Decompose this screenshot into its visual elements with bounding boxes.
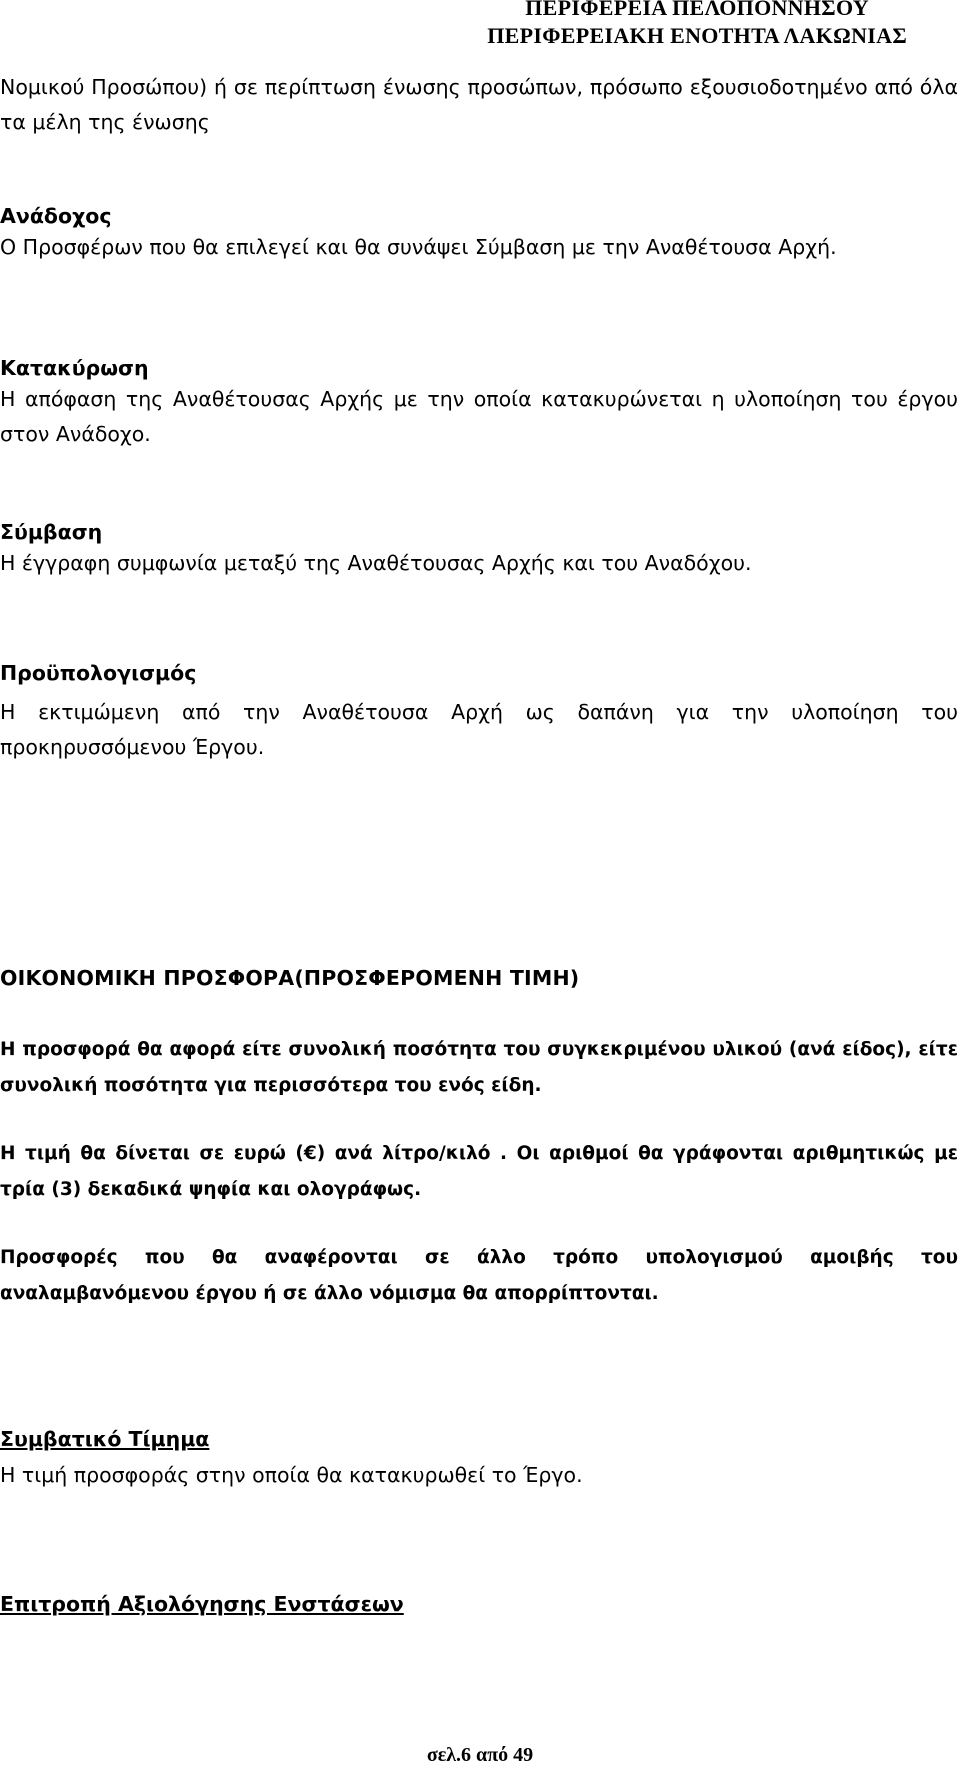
definition-text: Ο Προσφέρων που θα επιλεγεί και θα συνάψει Σύμβαση με την Αναθέτουσα Αρχή. xyxy=(0,235,837,259)
definition-budget xyxy=(0,659,958,765)
offer-paragraph: Προσφορές που θα αναφέρονται σε άλλο τρόπο υπολογισμού αμοιβής του αναλαμβανόμενου έργου ή σε άλλο νόμισμα θα απορρίπτονται. xyxy=(0,1247,958,1304)
definition-term: Επιτροπή Αξιολόγησης Ενστάσεων xyxy=(0,1592,404,1616)
definition-text: Η τιμή προσφοράς στην οποία θα κατακυρωθεί το Έργο. xyxy=(0,1463,583,1487)
definition-term: Συμβατικό Τίμημα xyxy=(0,1427,210,1451)
definition-text: Η εκτιμώμενη από την Αναθέτουσα Αρχή ως δαπάνη για την υλοποίηση του προκηρυσσόμενου Έργου. xyxy=(0,700,958,759)
page-header xyxy=(487,0,907,50)
definition-term: Ανάδοχος xyxy=(0,204,112,228)
definition-text: Η έγγραφη συμφωνία μεταξύ της Αναθέτουσας Αρχής και του Αναδόχου. xyxy=(0,551,752,575)
page-number: σελ.6 από 49 xyxy=(426,1744,534,1765)
definition-term: Προϋπολογισμός xyxy=(0,661,197,685)
definition-term: Κατακύρωση xyxy=(0,356,149,380)
header-regional-unit: ΠΕΡΙΦΕΡΕΙΑΚΗ ΕΝΟΤΗΤΑ ΛΑΚΩΝΙΑΣ xyxy=(487,23,907,48)
intro-paragraph: Νομικού Προσώπου) ή σε περίπτωση ένωσης προσώπων, πρόσωπο εξουσιοδοτημένο από όλα τα μέλη της ένωσης xyxy=(0,75,958,134)
definition-contract xyxy=(0,518,958,581)
definition-contractor xyxy=(0,202,958,265)
definition-contract-price xyxy=(0,1425,958,1493)
definition-committee xyxy=(0,1590,958,1618)
definition-term: Σύμβαση xyxy=(0,520,103,544)
offer-paragraph: Η προσφορά θα αφορά είτε συνολική ποσότητα του συγκεκριμένου υλικού (ανά είδος), είτε συνολική ποσότητα για περισσότερα του ενός είδη. xyxy=(0,1039,958,1096)
offer-paragraph: Η τιμή θα δίνεται σε ευρώ (€) ανά λίτρο/κιλό . Οι αριθμοί θα γράφονται αριθμητικώς με τρία (3) δεκαδικά ψηφία και ολογράφως. xyxy=(0,1143,958,1200)
offer-section-heading: ΟΙΚΟΝΟΜΙΚΗ ΠΡΟΣΦΟΡΑ(ΠΡΟΣΦΕΡΟΜΕΝΗ ΤΙΜΗ) xyxy=(0,966,580,990)
definition-text: Η απόφαση της Αναθέτουσας Αρχής με την οποία κατακυρώνεται η υλοποίηση του έργου στον Ανάδοχο. xyxy=(0,387,958,446)
definition-award xyxy=(0,354,958,452)
header-region: ΠΕΡΙΦΕΡΕΙΑ ΠΕΛΟΠΟΝΝΗΣΟΥ xyxy=(525,0,869,20)
